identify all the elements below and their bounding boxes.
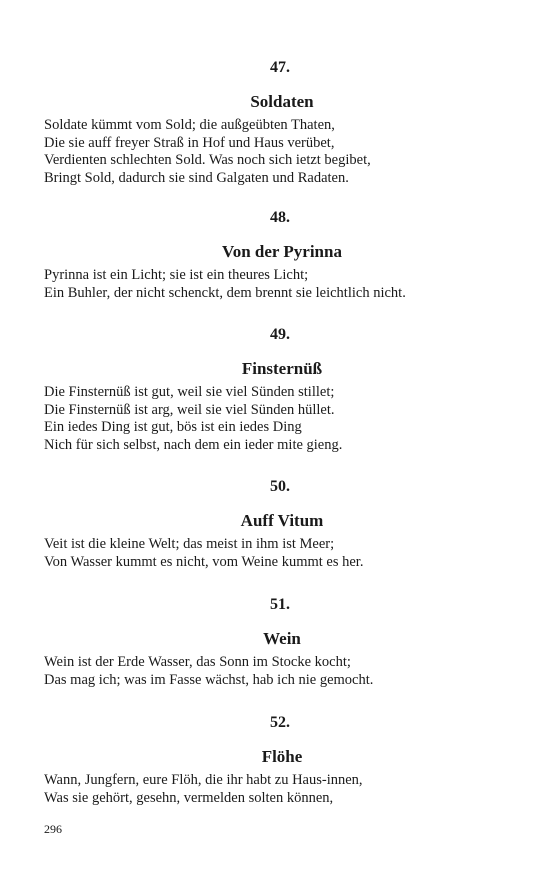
poem-title: Soldaten	[250, 92, 314, 111]
poem-body	[0, 384, 550, 454]
verse-line: Wann, Jungfern, eure Flöh, die ihr habt zu Haus-innen,	[44, 772, 363, 788]
verse-line: Veit ist die kleine Welt; das meist in ihm ist Meer;	[44, 536, 335, 552]
verse-line: Die Finsternüß ist arg, weil sie viel Sünden hüllet.	[44, 401, 335, 418]
poem-47	[0, 59, 550, 187]
poem-49	[0, 326, 550, 454]
verse-line: Ein Buhler, der nicht schenckt, dem brennt sie leichtlich nicht.	[44, 284, 406, 301]
poem-number: 48.	[270, 209, 290, 226]
poem-title: Wein	[263, 629, 301, 648]
verse-line: Soldate kümmt vom Sold; die außgeübten Thaten,	[44, 117, 335, 133]
poem-title: Auff Vitum	[240, 511, 324, 530]
poem-number: 50.	[270, 478, 290, 495]
poem-body	[0, 117, 550, 187]
poem-body	[0, 536, 550, 571]
poem-body	[0, 772, 550, 807]
verse-line: Wein ist der Erde Wasser, das Sonn im Stocke kocht;	[44, 654, 351, 670]
verse-line: Verdienten schlechten Sold. Was noch sich ietzt begibet,	[44, 152, 371, 168]
verse-line: Die Finsternüß ist gut, weil sie viel Sünden stillet;	[44, 384, 335, 400]
poem-body	[0, 654, 550, 689]
poem-number: 52.	[270, 714, 290, 731]
page-number: 296	[44, 822, 62, 836]
poem-48	[0, 209, 550, 302]
verse-line: Was sie gehört, gesehn, vermelden solten können,	[44, 789, 334, 806]
poem-51	[0, 596, 550, 689]
poem-body	[0, 267, 550, 302]
poem-title: Flöhe	[261, 747, 303, 766]
verse-line: Pyrinna ist ein Licht; sie ist ein theures Licht;	[44, 267, 309, 283]
verse-line: Ein iedes Ding ist gut, bös ist ein iedes Ding	[44, 419, 302, 435]
poem-50	[0, 478, 550, 571]
poem-number: 47.	[270, 59, 290, 76]
verse-line: Von Wasser kummt es nicht, vom Weine kummt es her.	[44, 553, 364, 570]
verse-line: Bringt Sold, dadurch sie sind Galgaten und Radaten.	[44, 169, 349, 186]
poem-number: 49.	[270, 326, 290, 343]
poem-title: Finsternüß	[241, 359, 323, 378]
poem-52	[0, 714, 550, 807]
verse-line: Die sie auff freyer Straß in Hof und Haus verübet,	[44, 134, 335, 151]
verse-line: Das mag ich; was im Fasse wächst, hab ich nie gemocht.	[44, 671, 374, 688]
poem-number: 51.	[270, 596, 290, 613]
verse-line: Nich für sich selbst, nach dem ein ieder mite gieng.	[44, 436, 343, 453]
poem-title: Von der Pyrinna	[222, 242, 342, 261]
